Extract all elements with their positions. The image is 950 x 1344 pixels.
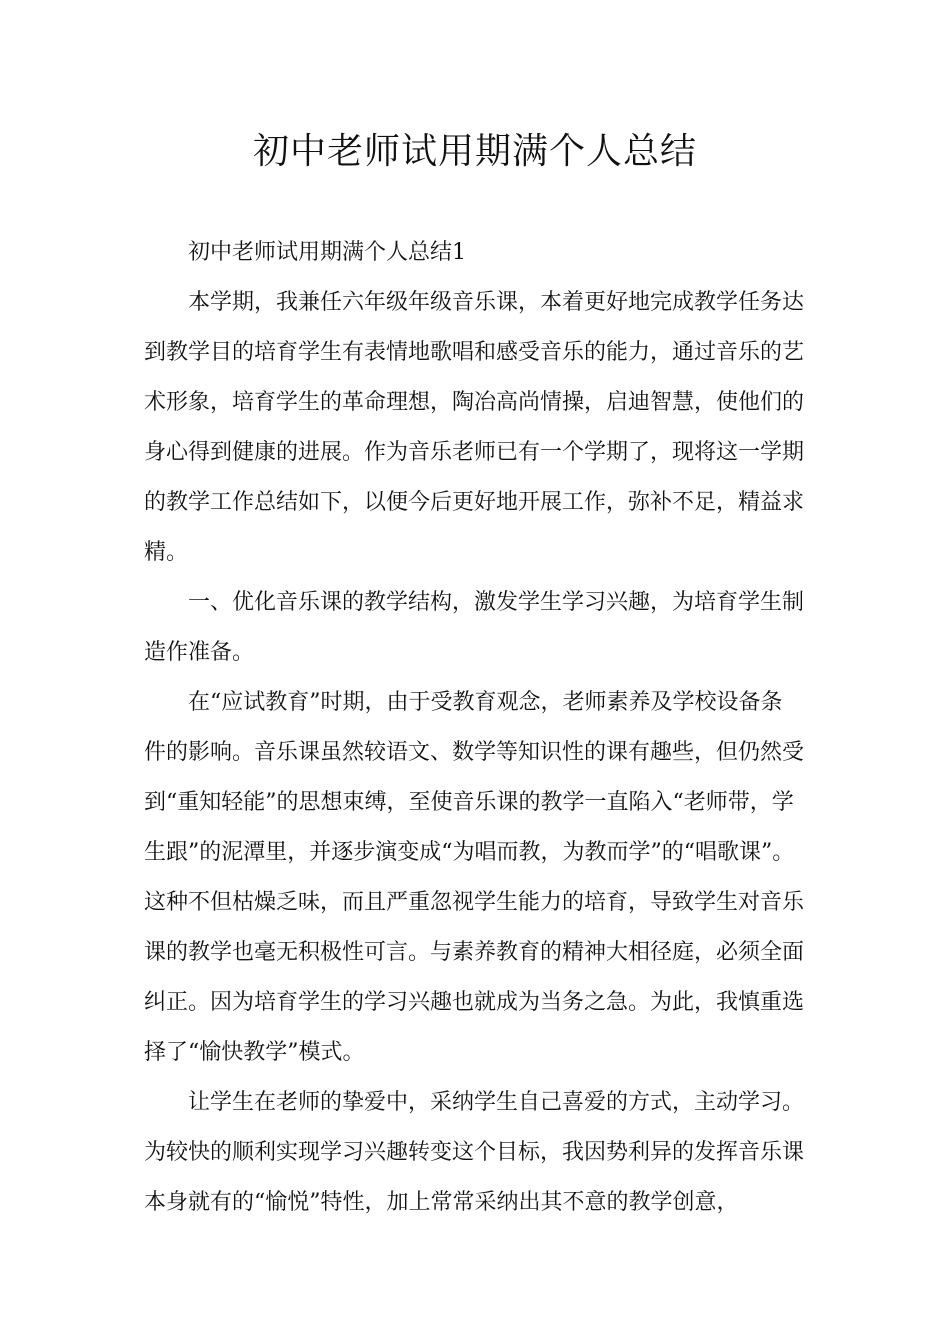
document-title: 初中老师试用期满个人总结 (252, 131, 697, 172)
paragraph-heading-one: 一、优化音乐课的教学结构，激发学生学习兴趣，为培育学生制造作准备。 (144, 590, 805, 665)
document-body (144, 228, 804, 1228)
paragraph-exam-era: 在“应试教育”时期，由于受教育观念，老师素养及学校设备条件的影响。音乐课虽然较语文、数学等知识性的课有趣些，但仍然受到“重知轻能”的思想束缚，至使音乐课的教学一直陷入“老师带，学生跟”的泥潭里，并逐步演变成“为唱而教，为教而学”的“唱歌课”。这种不但枯燥乏味，而且严重忽视学生能力的培育，导致学生对音乐课的教学也毫无积极性可言。与素养教育的精神大相径庭，必须全面纠正。因为培育学生的学习兴趣也就成为当务之急。为此，我慎重选择了“愉快教学”模式。 (144, 690, 805, 1065)
section-subtitle: 初中老师试用期满个人总结1 (188, 240, 466, 265)
paragraph-happy-learning: 让学生在老师的挚爱中，采纳学生自己喜爱的方式，主动学习。为较快的顺利实现学习兴趣转变这个目标，我因势利异的发挥音乐课本身就有的“愉悦”特性，加上常常采纳出其不意的教学创意， (144, 1090, 805, 1215)
paragraph-intro: 本学期，我兼任六年级年级音乐课，本着更好地完成教学任务达到教学目的培育学生有表情地歌唱和感受音乐的能力，通过音乐的艺术形象，培育学生的革命理想，陶冶高尚情操，启迪智慧，使他们的身心得到健康的进展。作为音乐老师已有一个学期了，现将这一学期的教学工作总结如下，以便今后更好地开展工作，弥补不足，精益求精。 (144, 290, 805, 565)
